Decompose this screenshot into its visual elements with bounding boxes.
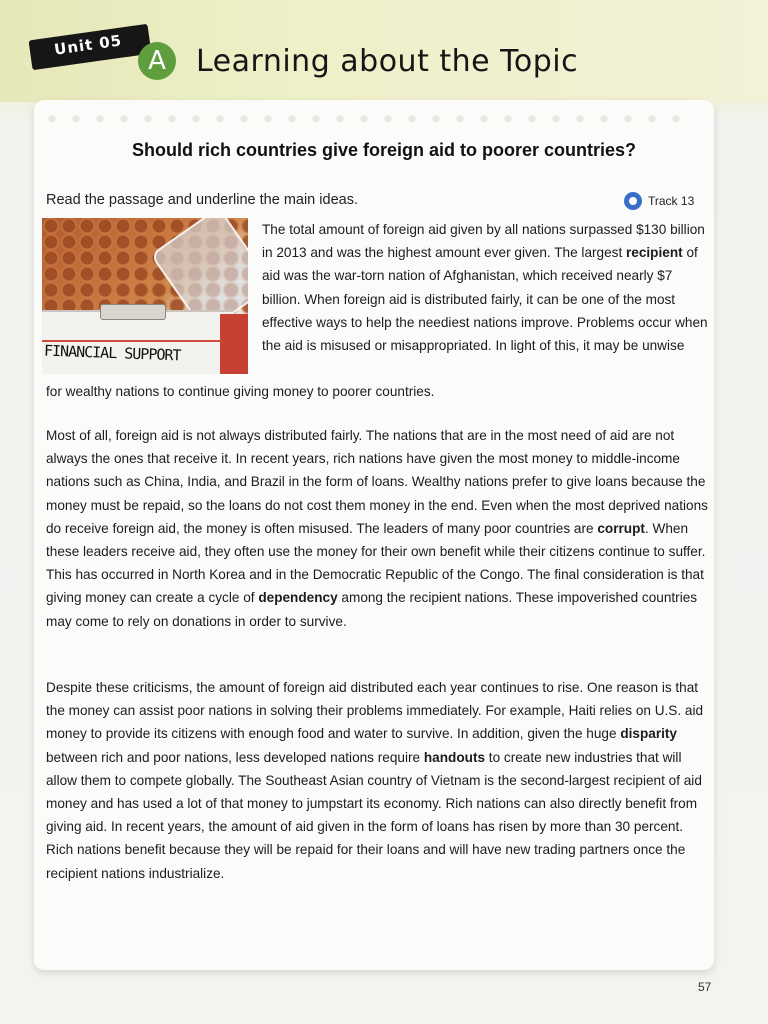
photo-label: FINANCIAL SUPPORT xyxy=(43,341,181,365)
paragraph-1: The total amount of foreign aid given by all nations surpassed $130 billion in 2013 and was the highest amount ever given. The largest recipient of aid was the war-torn nation of Afghanistan, which received nearly $7 billion. When foreign aid is distributed fairly, it can be one of the most effective ways to help the neediest nations improve. Problems occur when the aid is misused or misappropriated. In light of this, it may be unwise xyxy=(262,222,708,354)
paragraph-2: Most of all, foreign aid is not always distributed fairly. The nations that are in the most need of aid are not always the ones that receive it. In recent years, rich nations have given the most money to middle-income nations such as China, India, and Brazil in the form of loans. Wealthy nations prefer to give loans because the money must be repaid, so the loans do not cost them money in the end. Even when the most deprived nations do receive foreign aid, the money is often misused. The leaders of many poor countries are corrupt. When these leaders receive aid, they often use the money for their own benefit while their citizens continue to suffer. This has occurred in North Korea and in the Democratic Republic of the Congo. The final consideration is that giving money can create a cycle of dependency among the recipient nations. These impoverished countries may come to rely on donations in order to survive. xyxy=(46,428,708,629)
paragraph-1-continued: for wealthy nations to continue giving money to poorer countries. xyxy=(46,384,435,399)
financial-support-photo xyxy=(42,218,248,374)
keyword-disparity: disparity xyxy=(620,726,677,742)
keyword-dependency: dependency xyxy=(258,590,338,606)
instruction-text: Read the passage and underline the main ideas. xyxy=(46,192,358,208)
paragraph-3: Despite these criticisms, the amount of foreign aid distributed each year continues to rise. One reason is that the money can assist poor nations in solving their problems immediately. For example, Haiti relies on U.S. aid money to provide its citizens with enough food and water to survive. In addition, given the huge disparity between rich and poor nations, less developed nations require handouts to create new industries that will allow them to compete globally. The Southeast Asian country of Vietnam is the second-largest recipient of aid money and has used a lot of that money to jumpstart its economy. Rich nations can also directly benefit from giving aid. In recent years, the amount of aid given in the form of loans has risen by more than 30 percent. Rich nations benefit because they will be repaid for their loans and will have new trading partners once the recipient nations industrialize. xyxy=(46,680,704,881)
red-folder-graphic xyxy=(220,314,248,374)
track-label: Track 13 xyxy=(648,194,695,208)
audio-track-link[interactable] xyxy=(624,192,694,210)
clipboard-clip-graphic xyxy=(100,304,166,320)
page-number: 57 xyxy=(698,980,712,994)
audio-disc-icon xyxy=(624,192,642,210)
unit-label: Unit 05 xyxy=(53,31,124,59)
keyword-handouts: handouts xyxy=(423,749,486,765)
page-question-heading: Should rich countries give foreign aid to poorer countries? xyxy=(131,140,637,160)
decorative-dot-row xyxy=(40,112,680,126)
keyword-corrupt: corrupt xyxy=(597,520,645,536)
section-letter-badge: A xyxy=(138,42,176,80)
section-title: Learning about the Topic xyxy=(196,44,579,79)
keyword-recipient: recipient xyxy=(626,245,683,261)
